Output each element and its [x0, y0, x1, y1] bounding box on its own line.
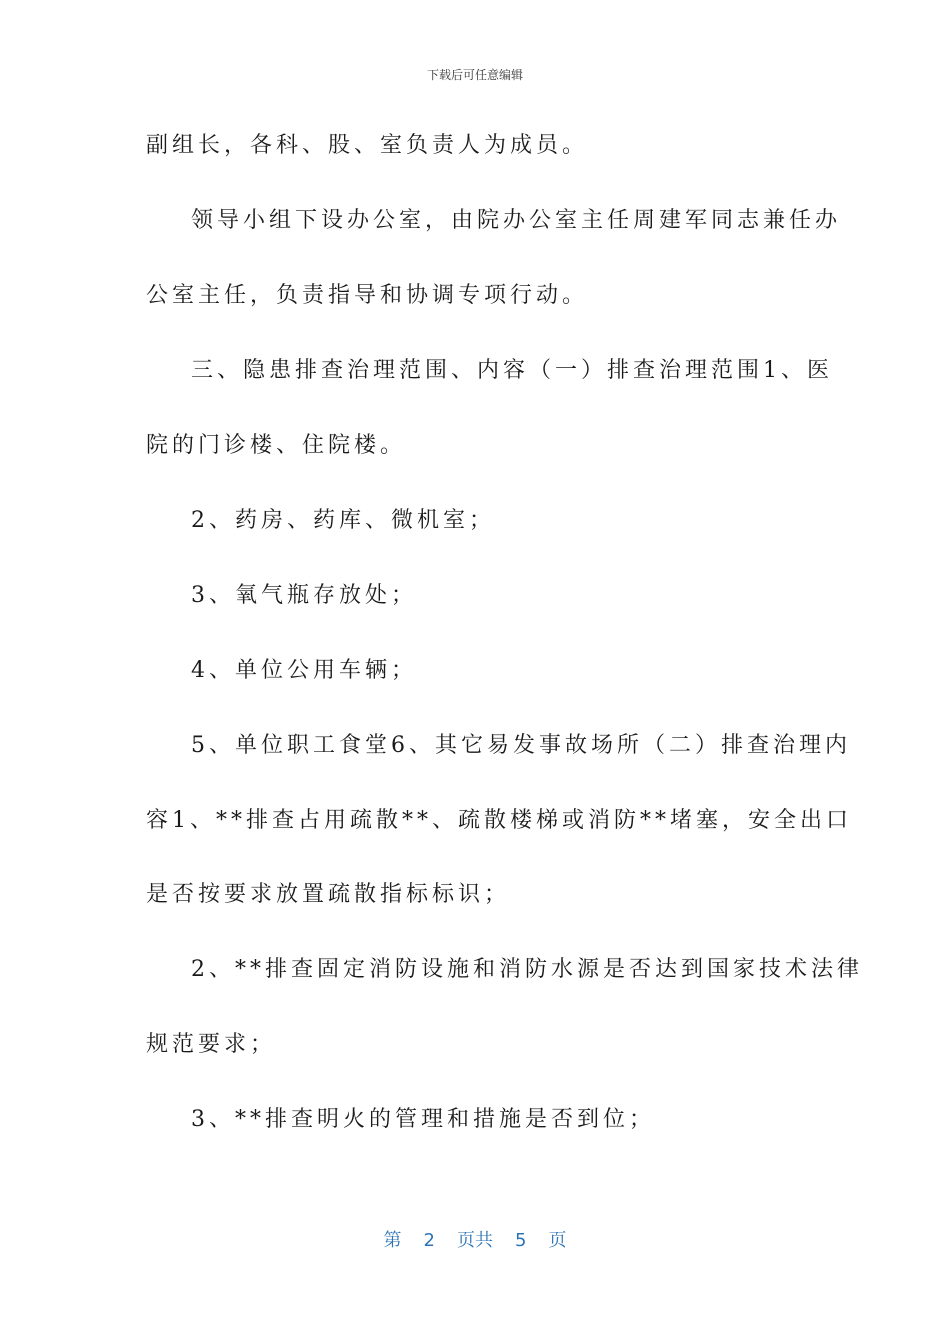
text-line: 是否按要求放置疏散指标标识；	[146, 882, 511, 907]
text-line: 2、**排查固定消防设施和消防水源是否达到国家技术法律	[191, 957, 863, 982]
page-header-note: 下载后可任意编辑	[426, 68, 523, 82]
total-pages-number: 5	[515, 1230, 527, 1251]
text-line: 5、单位职工食堂6、其它易发事故场所（二）排查治理内	[191, 733, 851, 758]
text-line: 三、隐患排查治理范围、内容（一）排查治理范围1、医	[191, 358, 833, 383]
footer-prefix: 第	[383, 1230, 402, 1251]
text-line: 院的门诊楼、住院楼。	[146, 433, 407, 458]
footer-middle: 页共	[457, 1230, 493, 1251]
text-line: 领导小组下设办公室，由院办公室主任周建军同志兼任办	[191, 208, 842, 233]
footer-suffix: 页	[548, 1230, 567, 1251]
text-line: 3、**排查明火的管理和措施是否到位；	[191, 1107, 655, 1132]
current-page-number: 2	[423, 1230, 435, 1251]
text-line: 副组长，各科、股、室负责人为成员。	[146, 133, 589, 158]
text-line: 公室主任，负责指导和协调专项行动。	[146, 283, 589, 308]
text-line: 规范要求；	[146, 1032, 277, 1057]
text-line: 4、单位公用车辆；	[191, 658, 417, 683]
page-number-footer	[0, 1226, 950, 1252]
text-line: 2、药房、药库、微机室；	[191, 508, 495, 533]
text-line: 容1、**排查占用疏散**、疏散楼梯或消防**堵塞，安全出口	[146, 808, 852, 833]
text-line: 3、氧气瓶存放处；	[191, 583, 417, 608]
